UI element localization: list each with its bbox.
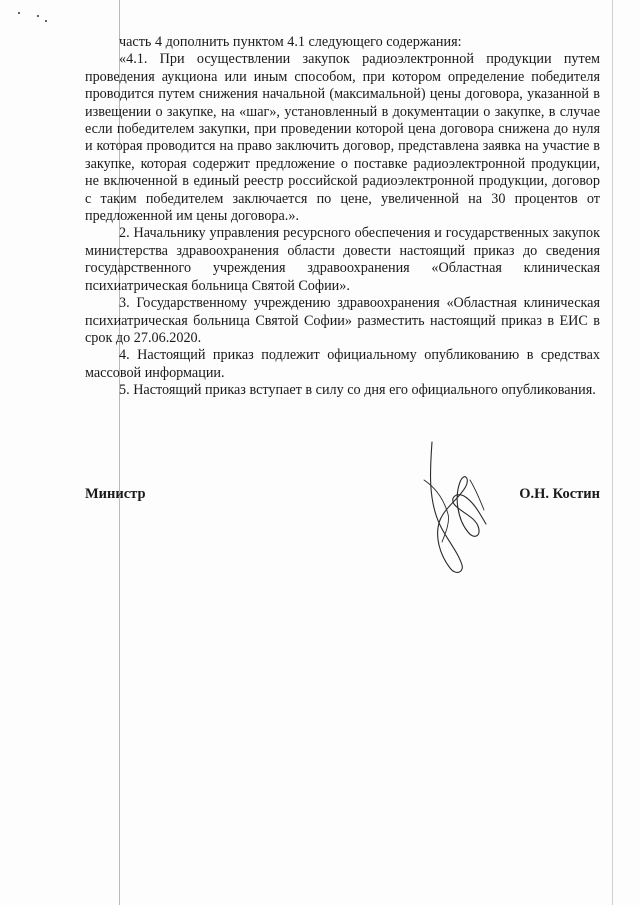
paragraph-5: 5. Настоящий приказ вступает в силу со дня его официального опубликования. [119,382,596,399]
scan-speck [45,20,47,22]
handwritten-signature [410,440,500,580]
scan-speck [18,12,20,14]
paragraph-3: 3. Государственному учреждению здравоохранения «Областная клиническая психиатрическая больница Святой Софии» разместить настоящий приказ в ЕИС в срок до 27.06.2020. [85,295,600,346]
signatory-position: Министр [85,486,146,502]
signatory-name: О.Н. Костин [519,486,600,502]
paragraph-2: 2. Начальнику управления ресурсного обеспечения и государственных закупок министерства здравоохранения области довести настоящий приказ до сведения государственного учреждения здравоохранения «Областная клиническая психиатрическая больница Святой Софии». [85,225,600,294]
paragraph-intro: часть 4 дополнить пунктом 4.1 следующего содержания: [119,34,462,50]
paragraph-4-1: «4.1. При осуществлении закупок радиоэлектронной продукции путем проведения аукциона или иным способом, при котором определение победителя проводится путем снижения начальной (максимальной) цены договора, указанной в извещении о закупке, на «шаг», установленный в документации о закупке, в случае если победителем закупки, при проведении которой цена договора снижена до нуля и которая проводится на право заключить договор, представлена заявка на участие в закупке, которая содержит предложение о поставке радиоэлектронной продукции, не включенной в единый реестр российской радиоэлектронной продукции, договор с таким победителем заключается по цене, увеличенной на 30 процентов от предложенной им цены договора.». [85,51,600,225]
scan-line-right [612,0,613,905]
document-body [85,34,600,400]
paragraph-4: 4. Настоящий приказ подлежит официальному опубликованию в средствах массовой информации. [85,347,600,381]
scan-speck [37,15,39,17]
